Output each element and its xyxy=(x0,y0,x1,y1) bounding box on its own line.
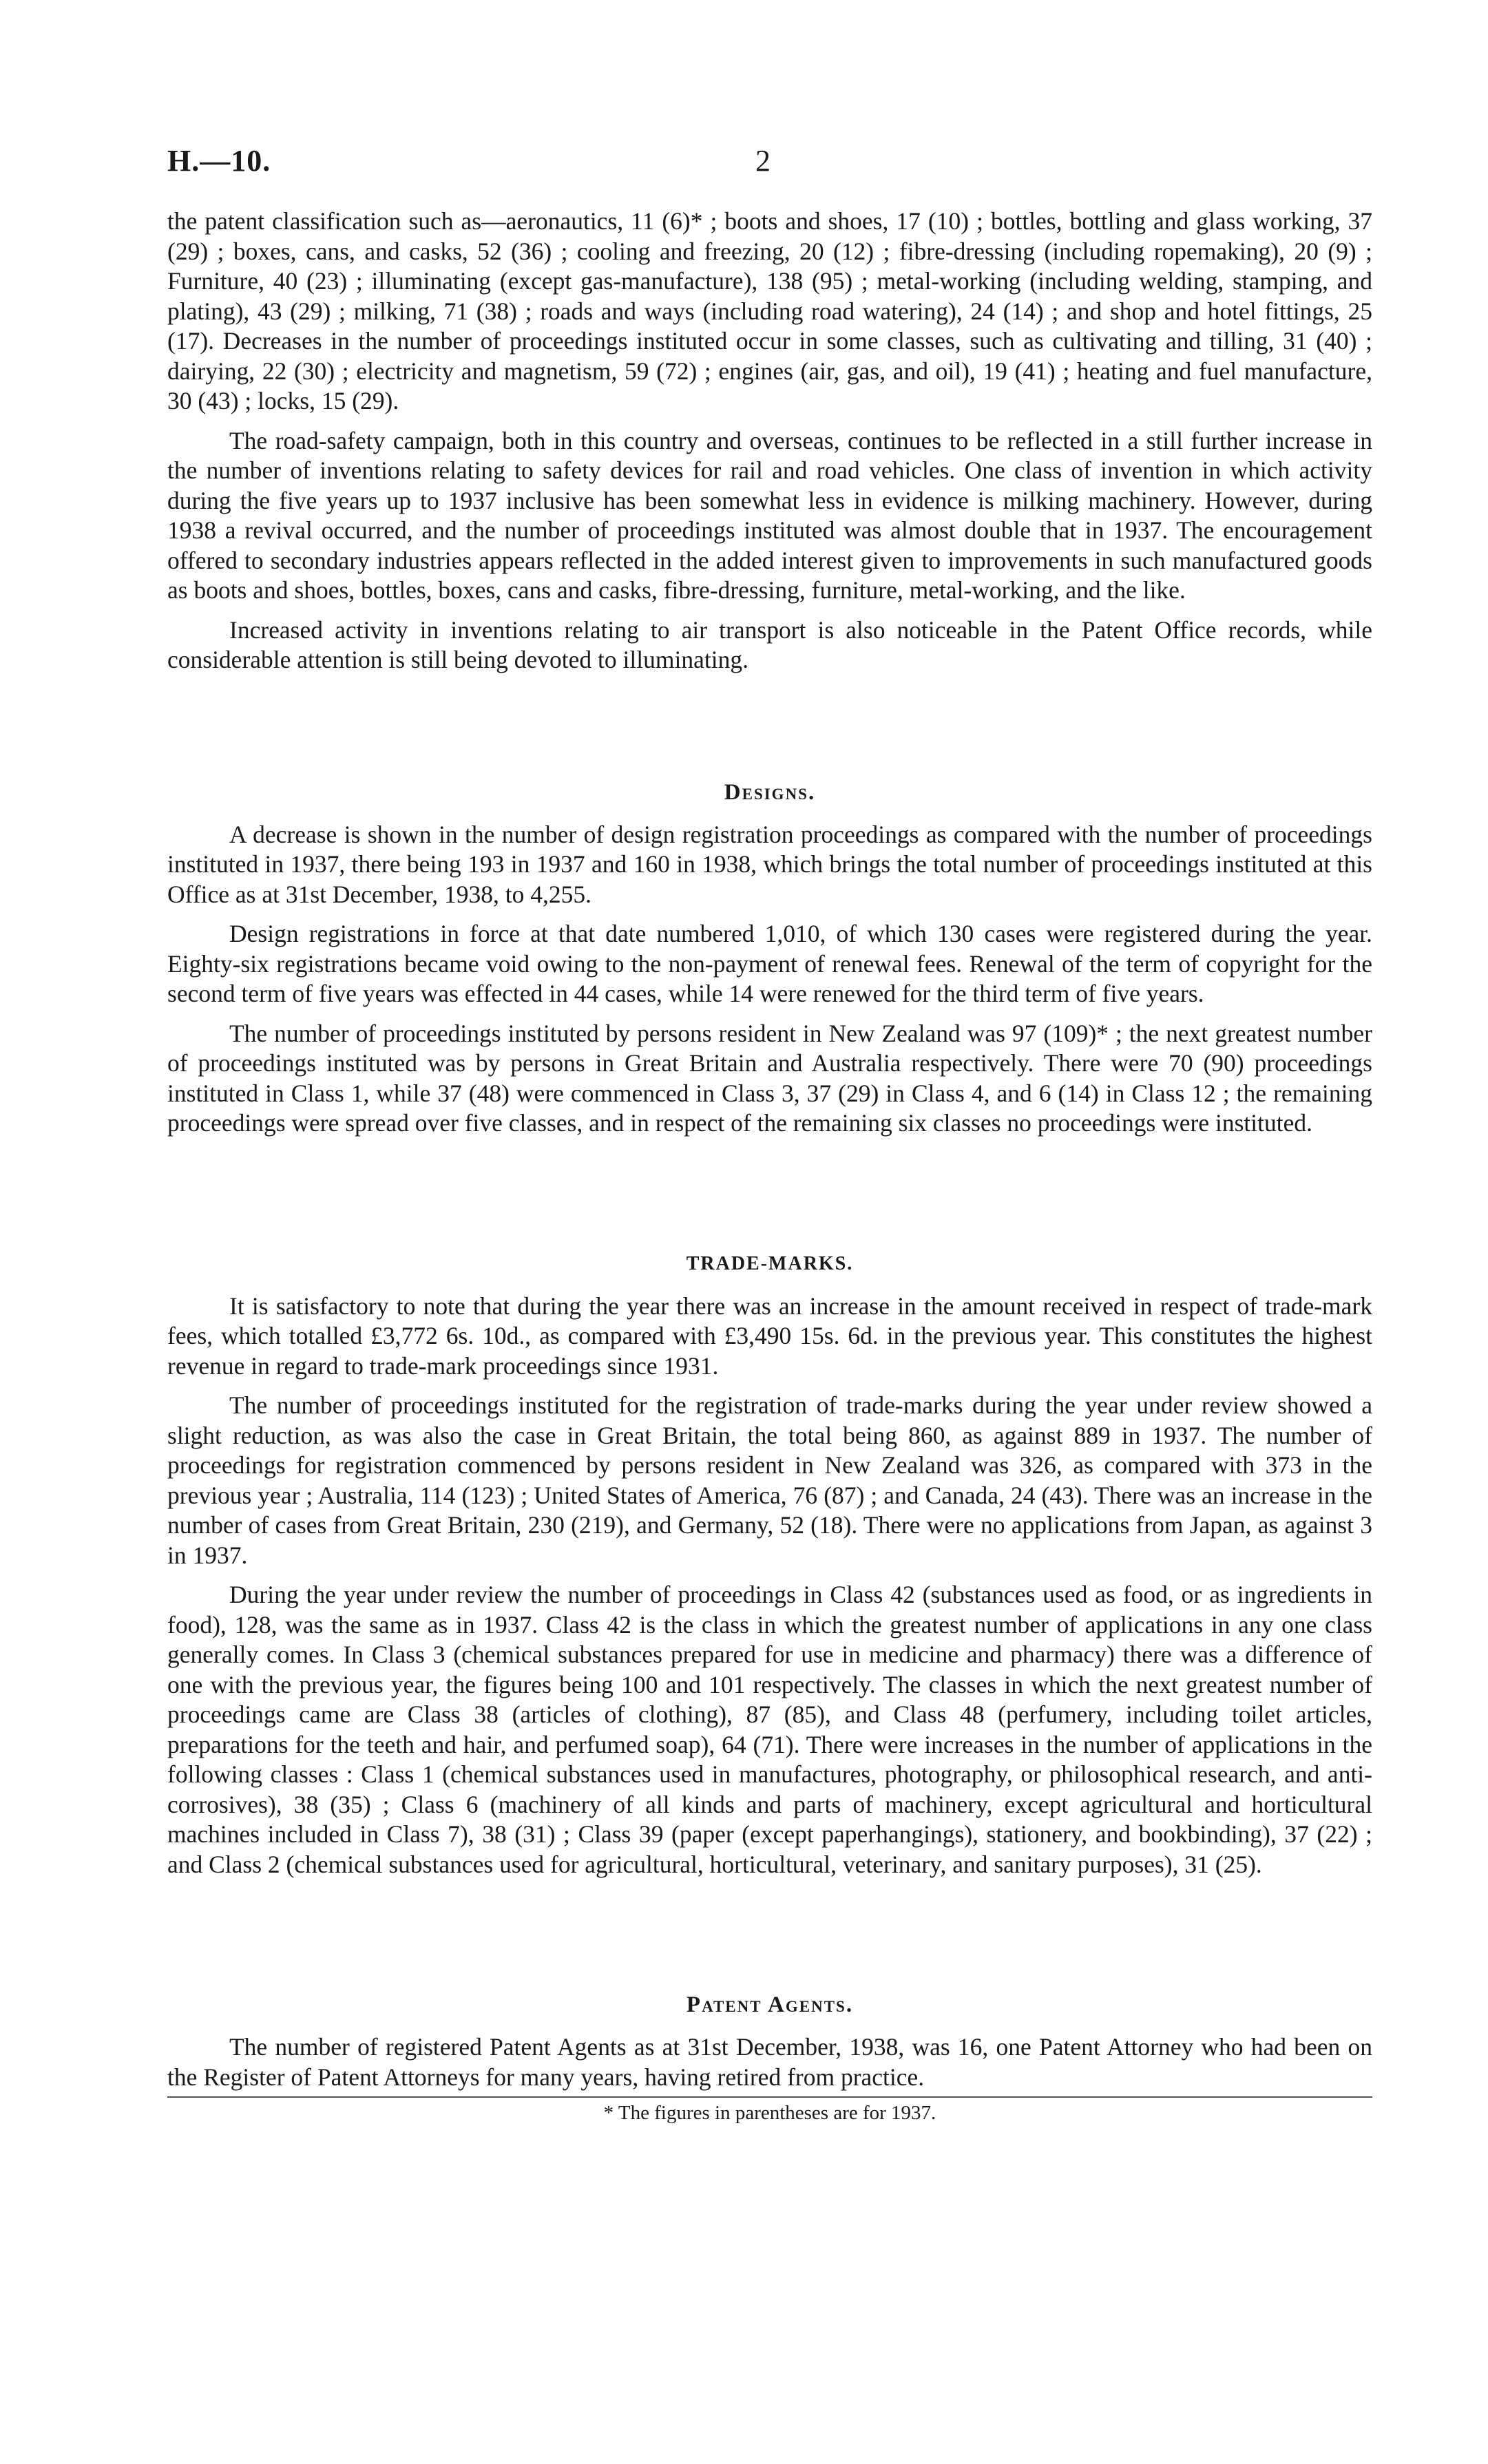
paragraph: The road-safety campaign, both in this country and overseas, continues to be reflected in a still further increase in the number of inventions relating to safety devices for rail and road vehicles. One class of invention in which activity during the five years up to 1937 inclusive has been somewhat less in evidence is milking machinery. However, during 1938 a revival occurred, and the number of proceedings instituted was almost double that in 1937. The encouragement offered to secondary industries appears reflected in the added interest given to improvements in such manufactured goods as boots and shoes, bottles, boxes, cans and casks, fibre-dressing, furniture, metal-working, and the like. xyxy=(167,426,1372,604)
paragraph: The number of proceedings instituted by persons resident in New Zealand was 97 (109)* ; the next greatest number of proceedings instituted was by persons in Great Britain and Australia respectively. There were 70 (90) proceedings instituted in Class 1, while 37 (48) were commenced in Class 3, 37 (29) in Class 4, and 6 (14) in Class 12 ; the remaining proceedings were spread over five classes, and in respect of the remaining six classes no proceedings were instituted. xyxy=(167,1019,1372,1137)
page-header xyxy=(167,143,1372,185)
section-heading-trade-marks: TRADE-MARKS. xyxy=(686,1252,854,1274)
body-text xyxy=(167,207,1372,2125)
section-heading-designs: Designs. xyxy=(724,779,816,805)
footnote: * The figures in parentheses are for 1937. xyxy=(603,2102,936,2124)
section-heading-patent-agents: Patent Agents. xyxy=(686,1992,854,2017)
paragraph: During the year under review the number of proceedings in Class 42 (substances used as food, or as ingredients in food), 128, was the same as in 1937. Class 42 is the class in which the greatest number of applications in any one class generally comes. In Class 3 (chemical substances prepared for use in medicine and pharmacy) there was a difference of one with the previous year, the figures being 100 and 101 respectively. The classes in which the next greatest number of proceedings came are Class 38 (articles of clothing), 87 (85), and Class 48 (perfumery, including toilet articles, preparations for the teeth and hair, and perfumed soap), 64 (71). There were increases in the number of applications in the following classes : Class 1 (chemical substances used in manufactures, photography, or philosophical research, and anti-corrosives), 38 (35) ; Class 6 (machinery of all kinds and parts of machinery, except agricultural and horticultural machines included in Class 7), 38 (31) ; Class 39 (paper (except paperhangings), stationery, and bookbinding), 37 (22) ; and Class 2 (chemical substances used for agricultural, horticultural, veterinary, and sanitary purposes), 31 (25). xyxy=(167,1581,1372,1878)
footnote-divider xyxy=(167,2096,1372,2098)
trade-marks-section xyxy=(167,1249,1372,1880)
paragraph: It is satisfactory to note that during the year there was an increase in the amount received in respect of trade-mark fees, which totalled £3,772 6s. 10d., as compared with £3,490 15s. 6d. in the previous year. This constitutes the highest revenue in regard to trade-mark proceedings since 1931. xyxy=(167,1292,1372,1380)
paragraph: Increased activity in inventions relating to air transport is also noticeable in the Patent Office records, while considerable attention is still being devoted to illuminating. xyxy=(167,615,1372,673)
designs-section xyxy=(167,777,1372,1139)
paragraph: The number of proceedings instituted for the registration of trade-marks during the year under review showed a slight reduction, as was also the case in Great Britain, the total being 860, as against 889 in 1937. The number of proceedings for registration commenced by persons resident in New Zealand was 326, as compared with 373 in the previous year ; Australia, 114 (123) ; United States of America, 76 (87) ; and Canada, 24 (43). There was an increase in the number of cases from Great Britain, 230 (219), and Germany, 52 (18). There were no applications from Japan, as against 3 in 1937. xyxy=(167,1391,1372,1569)
paragraph: the patent classification such as—aeronautics, 11 (6)* ; boots and shoes, 17 (10) ; bottles, bottling and glass working, 37 (29) ; boxes, cans, and casks, 52 (36) ; cooling and freezing, 20 (12) ; fibre-dressing (including ropemaking), 20 (9) ; Furniture, 40 (23) ; illuminating (except gas-manufacture), 138 (95) ; metal-working (including welding, stamping, and plating), 43 (29) ; milking, 71 (38) ; roads and ways (including road watering), 24 (14) ; and shop and hotel fittings, 25 (17). Decreases in the number of proceedings instituted occur in some classes, such as cultivating and tilling, 31 (40) ; dairying, 22 (30) ; electricity and magnetism, 59 (72) ; engines (air, gas, and oil), 19 (41) ; heating and fuel manufacture, 30 (43) ; locks, 15 (29). xyxy=(167,207,1372,414)
document-reference: H.—10. xyxy=(167,144,271,178)
page-number: 2 xyxy=(755,144,771,178)
paragraph: A decrease is shown in the number of design registration proceedings as compared with the number of proceedings instituted in 1937, there being 193 in 1937 and 160 in 1938, which brings the total number of proceedings instituted at this Office as at 31st December, 1938, to 4,255. xyxy=(167,820,1372,908)
patents-continuation xyxy=(167,207,1372,675)
paragraph: The number of registered Patent Agents as at 31st December, 1938, was 16, one Patent Attorney who had been on the Register of Patent Attorneys for many years, having retired from practice. xyxy=(167,2033,1372,2091)
patent-agents-section xyxy=(167,1990,1372,2092)
paragraph: Design registrations in force at that date numbered 1,010, of which 130 cases were registered during the year. Eighty-six registrations became void owing to the non-payment of renewal fees. Renewal of the term of copyright for the second term of five years was effected in 44 cases, while 14 were renewed for the third term of five years. xyxy=(167,920,1372,1007)
